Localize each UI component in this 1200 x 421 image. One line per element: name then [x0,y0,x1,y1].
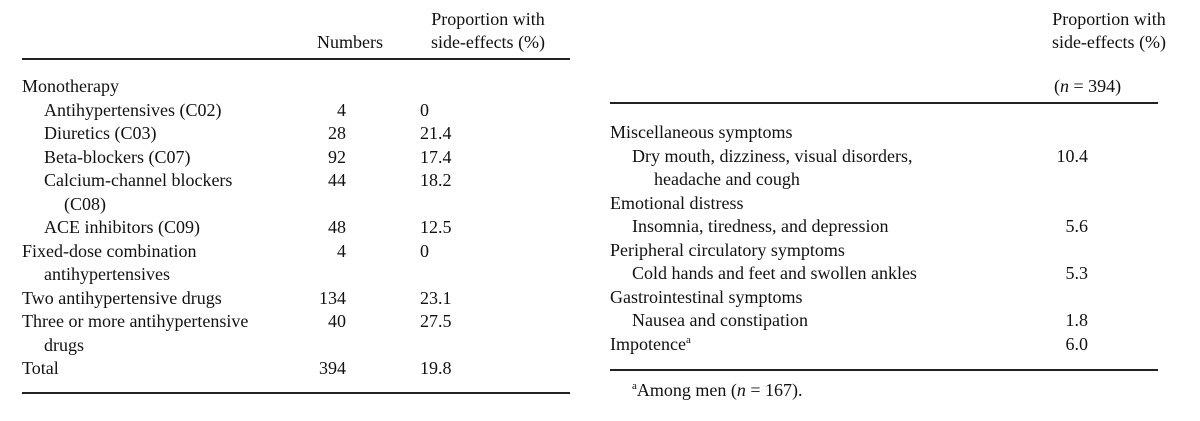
proportion-cell: 1.8 [1065,310,1088,330]
proportion-cell: 21.4 [420,123,452,143]
proportion-column-header-line1: Proportion with [1052,9,1166,29]
row-label: Impotence$^a$ [610,333,691,354]
proportion-cell: 5.3 [1065,263,1088,283]
row-label: Insomnia, tiredness, and depression [632,216,889,236]
row-label: Three or more antihypertensive [22,311,249,331]
row-label: Cold hands and feet and swollen ankles [632,263,917,283]
row-label: Peripheral circulatory symptoms [610,239,845,260]
row-label: Miscellaneous symptoms [610,122,793,142]
table-2-bottom-rule [610,369,1158,371]
row-label: Calcium-channel blockers [44,170,233,190]
proportion-column-header-line2: side-effects (%) [1051,32,1167,52]
numbers-cell: 44 [328,170,346,190]
numbers-column-header: Numbers [317,32,383,52]
row-label: (C08) [64,193,106,214]
row-label: Fixed-dose combination [22,240,197,261]
row-label: Monotherapy [22,76,119,96]
numbers-cell: 4 [337,240,346,261]
footnote: $^a$Among men (n = 167). [632,380,803,400]
proportion-column-header-line1: Proportion with [431,9,545,29]
proportion-cell: 17.4 [420,146,452,167]
row-label: Beta-blockers (C07) [44,146,191,167]
proportion-cell: 23.1 [420,287,452,308]
table-2-header-rule [610,102,1158,104]
proportion-cell: 12.5 [420,217,452,237]
row-label: Diuretics (C03) [44,123,157,143]
proportion-cell: 27.5 [420,311,452,331]
table-1-header-rule [22,58,570,60]
numbers-cell: 40 [328,311,346,331]
proportion-cell: 18.2 [420,170,452,190]
numbers-cell: 134 [319,287,346,308]
row-label: headache and cough [654,169,800,189]
proportion-cell: 6.0 [1065,333,1088,354]
row-label: antihypertensives [44,264,170,284]
proportion-cell: 0 [420,240,429,261]
row-label: drugs [44,334,84,355]
proportion-cell: 10.4 [1056,145,1088,166]
proportion-cell: 5.6 [1065,216,1088,236]
row-label: Emotional distress [610,192,744,213]
proportion-cell: 0 [420,99,429,120]
row-label: Total [22,358,59,378]
proportion-cell: 19.8 [420,358,452,378]
sample-size-label: (n = 394) [1054,76,1122,96]
numbers-cell: 92 [328,146,346,167]
numbers-cell: 394 [319,358,346,378]
table-1-bottom-rule [22,392,570,394]
row-label: ACE inhibitors (C09) [44,217,200,237]
numbers-cell: 48 [328,217,346,237]
row-label: Nausea and constipation [632,310,808,330]
row-label: Antihypertensives (C02) [44,99,222,120]
numbers-cell: 28 [328,123,346,143]
numbers-cell: 4 [337,99,346,120]
proportion-column-header-line2: side-effects (%) [430,32,546,52]
row-label: Dry mouth, dizziness, visual disorders, [632,145,913,166]
footnote-marker: a [685,333,691,346]
row-label: Two antihypertensive drugs [22,287,222,308]
row-label: Gastrointestinal symptoms [610,286,803,307]
